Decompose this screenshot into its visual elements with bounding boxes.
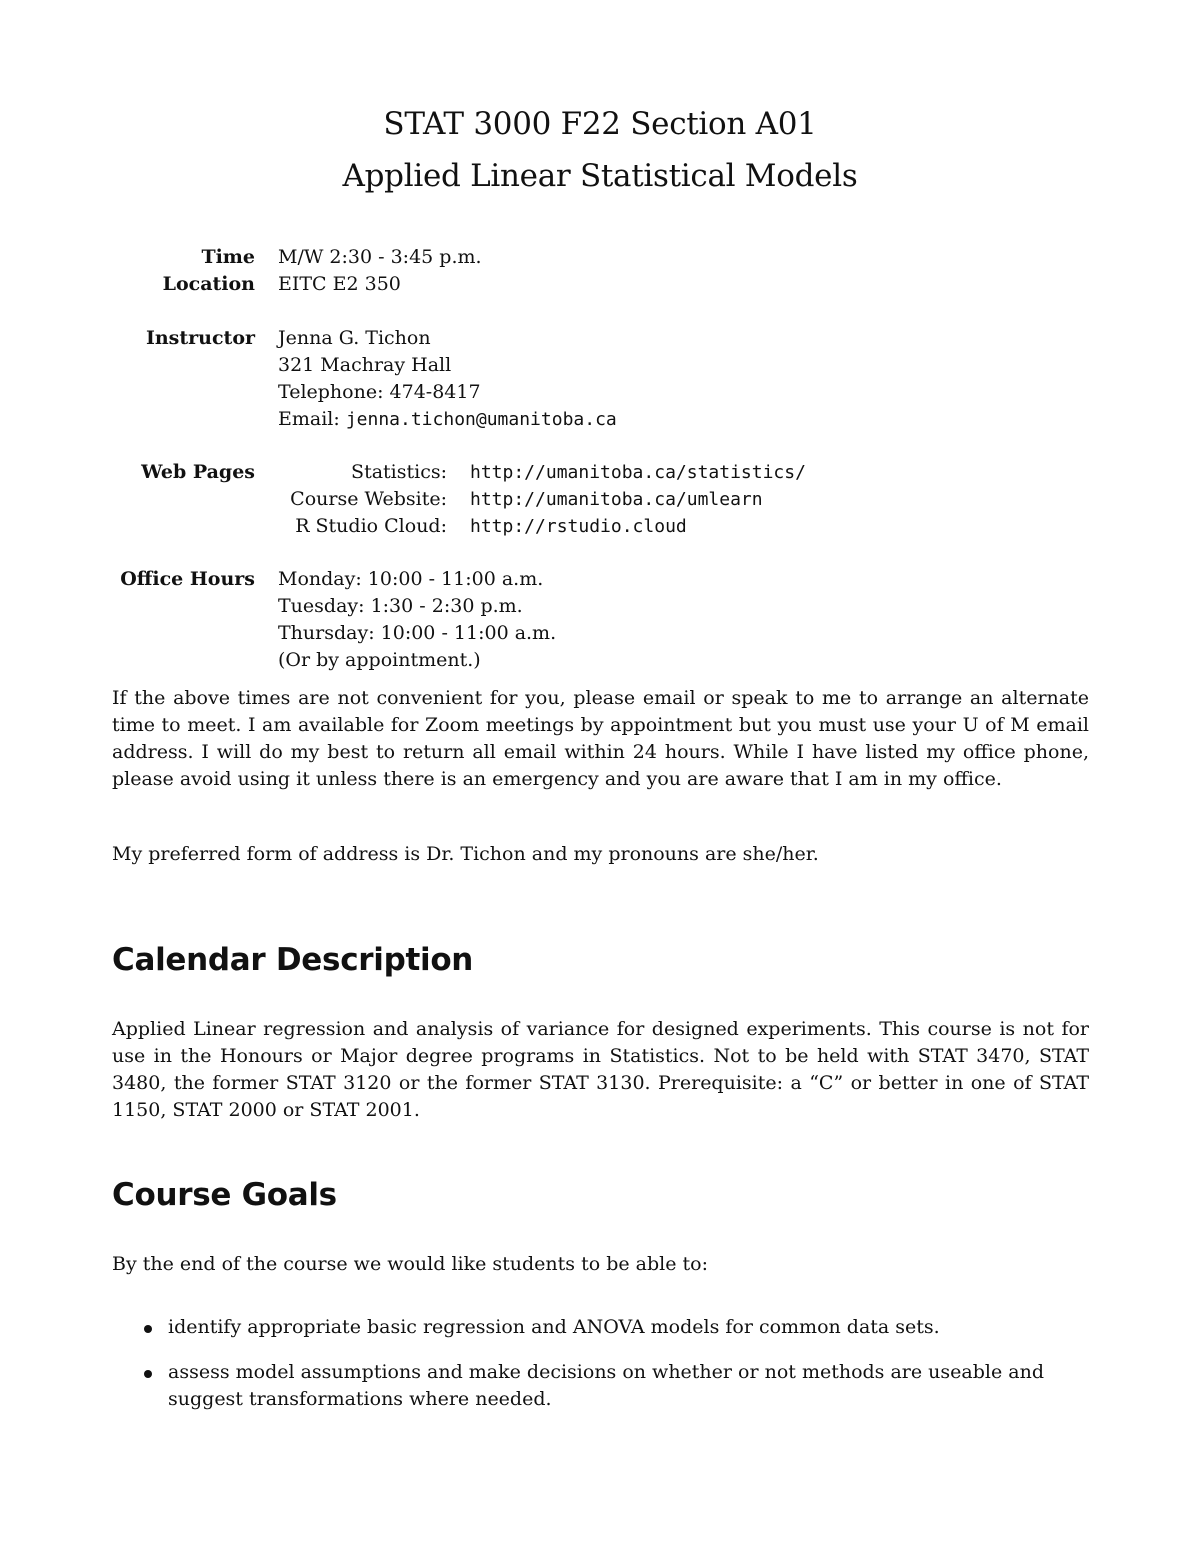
web-page-label-statistics: Statistics: — [351, 461, 447, 483]
course-goals-intro: By the end of the course we would like students to be able to: — [112, 1253, 708, 1275]
web-pages-label: Web Pages — [141, 461, 255, 483]
calendar-description-text: Applied Linear regression and analysis of variance for designed experiments. This course is not for use in the Honours or Major degree programs in Statistics. Not to be held with STAT 3470, STAT 3480, the former STAT 3120 or the former STAT 3130. Prerequisite: a “C” or better in one of STAT 1150, STAT 2000 or STAT 2001. — [112, 1018, 1089, 1121]
web-page-label-rstudio: R Studio Cloud: — [295, 515, 447, 537]
office-hours-monday: Monday: 10:00 - 11:00 a.m. — [278, 568, 544, 590]
office-hours-thursday: Thursday: 10:00 - 11:00 a.m. — [278, 622, 557, 644]
instructor-name: Jenna G. Tichon — [278, 327, 431, 349]
web-page-url-statistics[interactable]: http://umanitoba.ca/statistics/ — [470, 462, 806, 483]
time-label: Time — [201, 246, 255, 268]
web-page-url-course[interactable]: http://umanitoba.ca/umlearn — [470, 489, 763, 510]
goal-item: assess model assumptions and make decisions on whether or not methods are useable and suggest transformations where needed. — [168, 1361, 1044, 1410]
office-hours-label: Office Hours — [120, 568, 255, 590]
bullet-icon — [144, 1370, 152, 1378]
bullet-icon — [144, 1325, 152, 1333]
location-label: Location — [162, 273, 255, 295]
web-page-url-rstudio[interactable]: http://rstudio.cloud — [470, 516, 687, 537]
contact-note-paragraph: If the above times are not convenient for you, please email or speak to me to arrange an alternate time to meet. I am available for Zoom meetings by appointment but you must use your U of M email address. I will do my best to return all email within 24 hours. While I have listed my office phone, please avoid using it unless there is an emergency and you are aware that I am in my office. — [112, 687, 1089, 790]
instructor-label: Instructor — [145, 327, 255, 349]
instructor-email-row — [278, 406, 617, 433]
time-value: M/W 2:30 - 3:45 p.m. — [278, 246, 482, 268]
address-note-paragraph: My preferred form of address is Dr. Tichon and my pronouns are she/her. — [112, 843, 819, 865]
calendar-description-heading: Calendar Description — [112, 942, 474, 978]
email-label: Email: — [278, 408, 340, 430]
goal-item: identify appropriate basic regression and ANOVA models for common data sets. — [168, 1316, 940, 1338]
location-value: EITC E2 350 — [278, 273, 401, 295]
instructor-phone: Telephone: 474-8417 — [278, 381, 481, 403]
instructor-office: 321 Machray Hall — [278, 354, 452, 376]
office-hours-appointment: (Or by appointment.) — [278, 649, 481, 671]
course-code-title: STAT 3000 F22 Section A01 — [383, 106, 817, 142]
office-hours-tuesday: Tuesday: 1:30 - 2:30 p.m. — [278, 595, 523, 617]
web-page-label-course: Course Website: — [290, 488, 447, 510]
email-link[interactable]: jenna.tichon@umanitoba.ca — [345, 409, 617, 430]
course-title: Applied Linear Statistical Models — [342, 158, 858, 194]
course-goals-heading: Course Goals — [112, 1177, 337, 1213]
